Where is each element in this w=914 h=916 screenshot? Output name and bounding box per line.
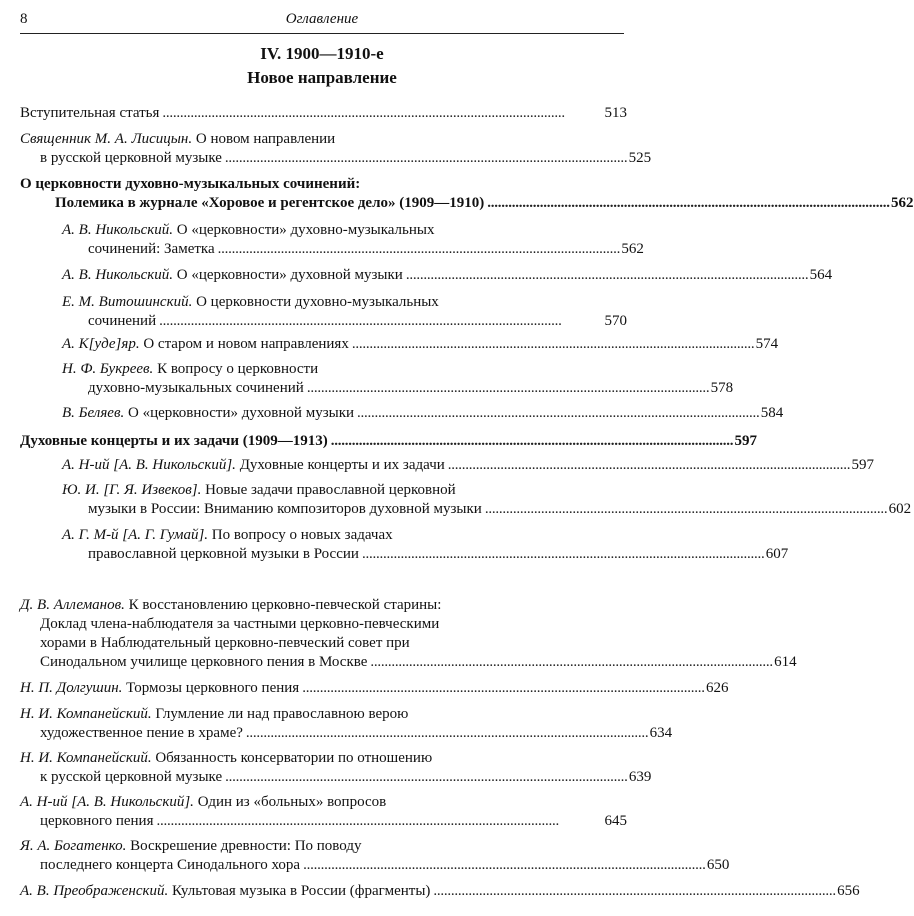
entry-title-cont: сочинений: Заметка (88, 241, 215, 257)
toc-entry[interactable] (0, 194, 914, 213)
entry-page: 656 (837, 883, 860, 899)
toc-entry[interactable] (0, 104, 644, 123)
leader-dots (303, 856, 704, 875)
entry-author: А. Н-ий [А. В. Никольский]. (62, 457, 236, 473)
entry-title: Духовные концерты и их задачи (1909—1913) (20, 433, 328, 449)
entry-page: 562 (891, 195, 914, 211)
entry-page: 570 (604, 313, 627, 329)
toc-entry[interactable] (0, 837, 730, 875)
entry-page: 634 (649, 725, 673, 741)
leader-dots (448, 456, 849, 475)
entry-title-cont: музыки в России: Вниманию композиторов духовной музыки (88, 501, 482, 517)
entry-author: Священник М. А. Лисицын. (20, 131, 193, 147)
toc-entry[interactable] (0, 456, 875, 475)
leader-dots (218, 240, 619, 259)
page-number: 8 (20, 11, 28, 27)
entry-title-cont: в русской церковной музыке (40, 150, 222, 166)
entry-page: 650 (706, 857, 730, 873)
entry-author: Н. П. Долгушин. (20, 680, 123, 696)
entry-title-cont: Синодальном училище церковного пения в Москве (40, 654, 368, 670)
entry-page: 639 (628, 769, 652, 785)
toc-entry[interactable] (0, 221, 644, 259)
entry-title: О церковности духовно-музыкальных (196, 294, 439, 310)
entry-page: 525 (628, 150, 652, 166)
toc-entry[interactable] (0, 749, 652, 787)
entry-page: 626 (705, 680, 729, 696)
leader-dots (331, 432, 732, 451)
running-title: Оглавление (285, 11, 359, 27)
leader-dots (362, 545, 763, 564)
toc-entry[interactable] (0, 404, 784, 423)
toc-entry[interactable] (0, 432, 757, 451)
entry-page: 607 (765, 546, 789, 562)
entry-title-cont: православной церковной музыки в России (88, 546, 359, 562)
entry-author: Д. В. Аллеманов. (20, 597, 125, 613)
entry-title-cont: Доклад члена-наблюдателя за частными церковно-певческими (40, 616, 440, 632)
entry-page: 597 (734, 433, 757, 449)
leader-dots (307, 379, 708, 398)
leader-dots (159, 312, 601, 331)
entry-title-cont: духовно-музыкальных сочинений (88, 380, 304, 396)
entry-page: 645 (604, 813, 627, 829)
toc-entry[interactable] (0, 335, 779, 354)
entry-author: Ю. И. [Г. Я. Извеков]. (62, 482, 202, 498)
entry-title: Культовая музыка в России (фрагменты) (172, 883, 431, 899)
entry-page: 597 (851, 457, 875, 473)
entry-title: Один из «больных» вопросов (197, 794, 387, 810)
toc-entry[interactable] (0, 360, 734, 398)
toc-entry[interactable] (0, 705, 673, 743)
entry-title: Новые задачи православной церковной (205, 482, 456, 498)
toc-entry[interactable] (0, 481, 912, 519)
running-head (20, 11, 624, 33)
leader-dots (302, 679, 703, 698)
section-heading-text: О церковности духовно-музыкальных сочинений: (20, 176, 361, 192)
entry-title-cont: художественное пение в храме? (40, 725, 243, 741)
leader-dots (433, 882, 834, 901)
toc-entry[interactable] (0, 882, 860, 901)
entry-author: Я. А. Богатенко. (20, 838, 127, 854)
entry-author: В. Беляев. (62, 405, 125, 421)
entry-title: Глумление ли над православною верою (155, 706, 409, 722)
entry-title: О «церковности» духовно-музыкальных (176, 222, 435, 238)
leader-dots (225, 768, 626, 787)
entry-page: 574 (755, 336, 779, 352)
entry-title-cont: сочинений (88, 313, 157, 329)
toc-entry[interactable] (0, 596, 797, 672)
leader-dots (162, 104, 601, 123)
entry-page: 562 (621, 241, 644, 257)
entry-author: А. Н-ий [А. В. Никольский]. (20, 794, 194, 810)
entry-title-cont: последнего концерта Синодального хора (40, 857, 301, 873)
entry-title: Духовные концерты и их задачи (239, 457, 445, 473)
entry-title: Воскрешение древности: По поводу (130, 838, 362, 854)
entry-author: А. В. Никольский. (62, 267, 174, 283)
leader-dots (370, 653, 771, 672)
entry-title: К вопросу о церковности (157, 361, 319, 377)
leader-dots (225, 149, 626, 168)
part-numeral: IV. 1900—1910-е (260, 44, 384, 63)
entry-title: К восстановлению церковно-певческой старины: (128, 597, 442, 613)
entry-title: О старом и новом направлениях (143, 336, 349, 352)
header-rule (20, 33, 624, 34)
entry-author: Н. И. Компанейский. (20, 750, 152, 766)
leader-dots (485, 500, 886, 519)
entry-page: 513 (604, 105, 627, 121)
entry-title-cont: хорами в Наблюдательный церковно-певческий совет при (40, 635, 410, 651)
toc-entry[interactable] (0, 130, 652, 168)
entry-page: 602 (888, 501, 912, 517)
section-heading (0, 175, 644, 194)
entry-author: А. В. Преображенский. (20, 883, 169, 899)
entry-title: Полемика в журнале «Хоровое и регентское дело» (1909—1910) (55, 195, 485, 211)
entry-author: А. Г. М-й [А. Г. Гумай]. (62, 527, 209, 543)
leader-dots (352, 335, 753, 354)
entry-author: Н. И. Компанейский. (20, 706, 152, 722)
entry-title-cont: церковного пения (40, 813, 154, 829)
leader-dots (357, 404, 758, 423)
entry-title: Вступительная статья (20, 105, 160, 121)
leader-dots (246, 724, 647, 743)
leader-dots (406, 266, 807, 285)
entry-title: Обязанность консерватории по отношению (155, 750, 433, 766)
toc-entry[interactable] (0, 679, 729, 698)
leader-dots (157, 812, 602, 831)
entry-title: О «церковности» духовной музыки (127, 405, 355, 421)
entry-page: 584 (760, 405, 784, 421)
entry-author: А. В. Никольский. (62, 222, 174, 238)
toc-entry[interactable] (0, 526, 789, 564)
entry-page: 578 (710, 380, 734, 396)
part-subtitle: Новое направление (247, 68, 397, 87)
leader-dots (487, 194, 888, 213)
entry-title: О новом направлении (195, 131, 336, 147)
entry-title: По вопросу о новых задачах (211, 527, 393, 543)
entry-page: 614 (774, 654, 797, 670)
toc-entry[interactable] (0, 793, 644, 831)
entry-title-cont: к русской церковной музыке (40, 769, 223, 785)
entry-page: 564 (809, 267, 833, 283)
entry-author: А. К[уде]яр. (62, 336, 140, 352)
entry-title: О «церковности» духовной музыки (176, 267, 403, 283)
entry-title: Тормозы церковного пения (126, 680, 300, 696)
entry-author: Е. М. Витошинский. (62, 294, 193, 310)
entry-author: Н. Ф. Букреев. (62, 361, 154, 377)
toc-entry[interactable] (0, 266, 833, 285)
toc-entry[interactable] (0, 293, 644, 331)
